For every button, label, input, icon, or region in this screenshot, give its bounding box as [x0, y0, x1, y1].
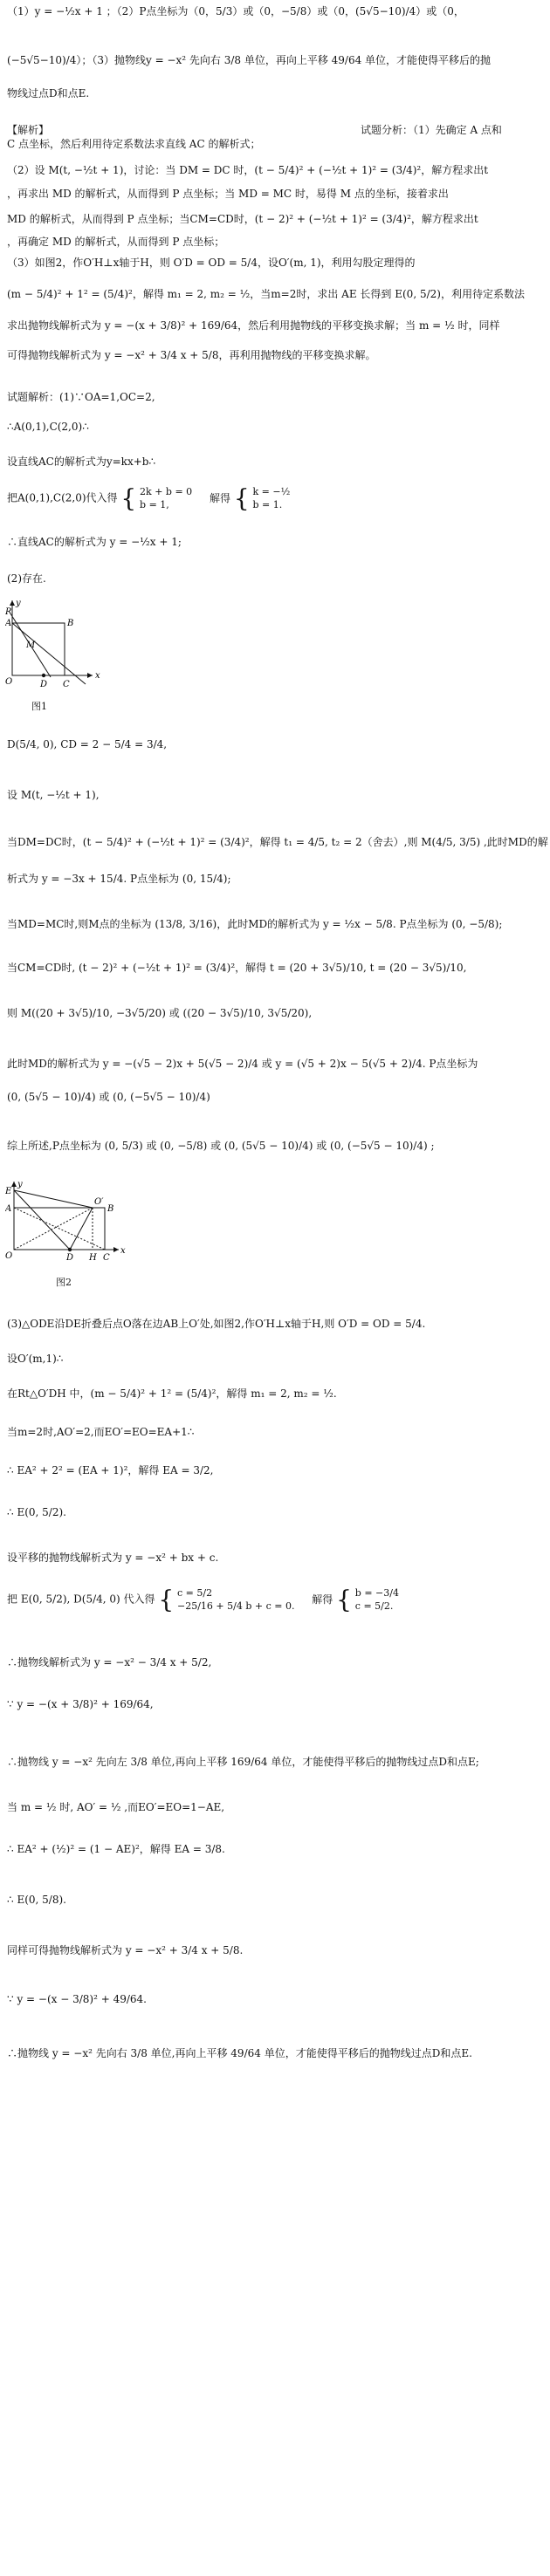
y-axis-arrow — [11, 1182, 17, 1187]
label-A: A — [5, 1204, 12, 1214]
solution-1b: b = 1. — [252, 499, 283, 510]
solve-label: 解得 — [210, 491, 231, 504]
label-O: O — [5, 677, 13, 687]
equation-2b: −25/16 + 5/4 b + c = 0. — [177, 1600, 295, 1612]
solution-2a: b = −3/4 — [354, 1587, 399, 1599]
solution-line-14: 此时MD的解析式为 y = −(√5 − 2)x + 5(√5 − 2)/4 或 y = (√5 + 2)x − 5(√5 + 2)/4. P点坐标为 — [7, 1058, 478, 1070]
rectangle-OABC — [12, 623, 65, 675]
solution-line-29: ∴ EA² + (½)² = (1 − AE)²，解得 EA = 3/8. — [7, 1843, 225, 1855]
label-M: M — [26, 641, 36, 650]
solution-line-7: D(5/4, 0), CD = 2 − 5/4 = 3/4, — [7, 738, 168, 750]
left-brace: { — [336, 1585, 352, 1614]
solution-line-3: 设直线AC的解析式为y=kx+b∴ — [7, 456, 156, 468]
x-axis-arrow — [113, 1247, 119, 1252]
solution-line-5: ∴直线AC的解析式为 y = −½x + 1; — [7, 536, 182, 548]
solution-line-26: ∵ y = −(x + 3/8)² + 169/64, — [7, 1698, 154, 1710]
solution-line-22: ∴ E(0, 5/2). — [7, 1506, 66, 1518]
line-ED — [14, 1190, 70, 1250]
equation-solution-1 — [253, 485, 291, 511]
label-O-prime: O′ — [94, 1197, 104, 1207]
analysis-line-4: MD 的解析式，从而得到 P 点坐标；当CM=CD时，(t − 2)² + (−½t + 1)² = (3/4)²，解方程求出t — [7, 213, 478, 225]
label-D: D — [40, 680, 48, 689]
left-brace: { — [233, 483, 250, 513]
solution-line-6: (2)存在. — [7, 572, 46, 585]
answer-line-3: 物线过点D和点E. — [7, 87, 90, 99]
solution-line-10: 析式为 y = −3x + 15/4. P点坐标为 (0, 15/4); — [7, 873, 231, 885]
left-brace: { — [158, 1585, 175, 1614]
analysis-line-7: (m − 5/4)² + 1² = (5/4)²，解得 m₁ = 2, m₂ = ½，当m=2时，求出 AE 长得到 E(0, 5/2)，利用待定系数法 — [7, 288, 525, 300]
y-axis-arrow — [10, 600, 15, 606]
label-P: P — [5, 607, 11, 617]
label-D: D — [66, 1253, 74, 1263]
solution-line-33: ∴抛物线 y = −x² 先向右 3/8 单位,再向上平移 49/64 单位，才能使得平移后的抛物线过点D和点E. — [7, 2047, 472, 2059]
equation-1b: b = 1, — [140, 499, 169, 510]
solution-line-28: 当 m = ½ 时, AO′ = ½ ,而EO′=EO=1−AE, — [7, 1801, 225, 1813]
label-A: A — [5, 619, 12, 628]
label-H: H — [89, 1253, 97, 1263]
line-EO-prime — [14, 1190, 93, 1208]
solution-line-1: 试题解析：(1)∵OA=1,OC=2, — [7, 391, 155, 403]
line-AC-dashed — [14, 1208, 105, 1250]
solution-line-11: 当MD=MC时,则M点的坐标为 (13/8, 3/16)，此时MD的解析式为 y = ½x − 5/8. P点坐标为 (0, −5/8); — [7, 918, 503, 930]
label-O: O — [5, 1251, 13, 1261]
solution-line-21: ∴ EA² + 2² = (EA + 1)²，解得 EA = 3/2, — [7, 1464, 214, 1476]
solution-line-4 — [7, 485, 543, 520]
substitution-text: 把A(0,1),C(2,0)代入得 — [7, 491, 118, 504]
equation-solution-2 — [355, 1586, 399, 1613]
label-x: x — [120, 1246, 126, 1256]
solution-line-24 — [7, 1586, 543, 1630]
solution-line-25: ∴抛物线解析式为 y = −x² − 3/4 x + 5/2, — [7, 1656, 212, 1668]
label-x: x — [95, 671, 100, 681]
solution-line-32: ∵ y = −(x − 3/8)² + 49/64. — [7, 1993, 147, 2005]
solution-line-13: 则 M((20 + 3√5)/10, −3√5/20) 或 ((20 − 3√5)/10, 3√5/20), — [7, 1007, 313, 1019]
figure-1-diagram — [5, 597, 110, 695]
solution-line-20: 当m=2时,AO′=2,而EO′=EO=EA+1∴ — [7, 1426, 195, 1438]
analysis-heading: 【解析】 — [7, 124, 50, 136]
equation-1a: 2k + b = 0 — [140, 486, 193, 497]
label-B: B — [107, 1204, 114, 1214]
solution-line-18: 设O′(m,1)∴ — [7, 1353, 64, 1365]
analysis-heading-row — [7, 124, 543, 137]
solve-label-2: 解得 — [312, 1593, 333, 1606]
solution-line-9: 当DM=DC时，(t − 5/4)² + (−½t + 1)² = (3/4)²，解得 t₁ = 4/5, t₂ = 2（舍去）,则 M(4/5, 3/5) ,此时MD的解 — [7, 836, 548, 848]
analysis-line-2: （2）设 M(t, −½t + 1)，讨论：当 DM = DC 时，(t − 5/4)² + (−½t + 1)² = (3/4)²，解方程求出t — [7, 164, 489, 176]
solution-2b: c = 5/2. — [354, 1600, 394, 1612]
solution-line-15: (0, (5√5 − 10)/4) 或 (0, (−5√5 − 10)/4) — [7, 1091, 210, 1103]
label-y: y — [17, 1180, 23, 1189]
line-O-prime-D — [70, 1208, 93, 1250]
solution-line-27: ∴抛物线 y = −x² 先向左 3/8 单位,再向上平移 169/64 单位，才能使得平移后的抛物线过点D和点E; — [7, 1756, 479, 1768]
point-D — [68, 1248, 72, 1251]
answer-line-1: （1）y = −½x + 1 ；（2）P点坐标为（0，5/3）或（0，−5/8）或（0，(5√5−10)/4）或（0， — [7, 5, 464, 17]
solution-line-19: 在Rt△O′DH 中，(m − 5/4)² + 1² = (5/4)²，解得 m₁ = 2, m₂ = ½. — [7, 1387, 337, 1400]
equation-system-1 — [140, 485, 192, 511]
solution-line-23: 设平移的抛物线解析式为 y = −x² + bx + c. — [7, 1552, 219, 1564]
analysis-line-8: 求出抛物线解析式为 y = −(x + 3/8)² + 169/64，然后利用抛物线的平移变换求解；当 m = ½ 时，同样 — [7, 319, 500, 332]
label-B: B — [67, 619, 74, 628]
analysis-line-1: C 点坐标，然后利用待定系数法求直线 AC 的解析式； — [7, 138, 261, 150]
analysis-line-3: ，再求出 MD 的解析式，从而得到 P 点坐标；当 MD = MC 时，易得 M 点的坐标，接着求出 — [7, 188, 449, 200]
x-axis-arrow — [87, 673, 93, 678]
label-C: C — [63, 680, 70, 689]
answer-line-2: (−5√5−10)/4）；（3）抛物线y = −x² 先向右 3/8 单位，再向上平移 49/64 单位，才能使得平移后的抛 — [7, 54, 492, 66]
figure-2-caption: 图2 — [56, 1277, 72, 1288]
analysis-line-6: （3）如图2，作O′H⊥x轴于H，则 O′D = OD = 5/4，设O′(m, 1)，利用勾股定理得的 — [7, 257, 416, 269]
solution-line-17: (3)△ODE沿DE折叠后点O落在边AB上O′处,如图2,作O′H⊥x轴于H,则 O′D = OD = 5/4. — [7, 1318, 426, 1330]
label-C: C — [103, 1253, 110, 1263]
solution-line-31: 同样可得抛物线解析式为 y = −x² + 3/4 x + 5/8. — [7, 1944, 244, 1956]
point-D — [42, 674, 45, 677]
solution-line-2: ∴A(0,1),C(2,0)∴ — [7, 421, 89, 433]
solution-line-12: 当CM=CD时, (t − 2)² + (−½t + 1)² = (3/4)²，解得 t = (20 + 3√5)/10, t = (20 − 3√5)/10, — [7, 962, 467, 974]
analysis-line-9: 可得抛物线解析式为 y = −x² + 3/4 x + 5/8，再利用抛物线的平移变换求解。 — [7, 349, 376, 361]
substitution-text-2: 把 E(0, 5/2), D(5/4, 0) 代入得 — [7, 1593, 155, 1606]
equation-system-2 — [177, 1586, 294, 1613]
solution-1a: k = −½ — [252, 486, 291, 497]
figure-2-diagram — [5, 1178, 127, 1272]
analysis-intro: 试题分析：（1）先确定 A 点和 — [361, 124, 502, 136]
label-E: E — [5, 1187, 12, 1196]
solution-line-16: 综上所述,P点坐标为 (0, 5/3) 或 (0, −5/8) 或 (0, (5√5 − 10)/4) 或 (0, (−5√5 − 10)/4) ; — [7, 1140, 435, 1152]
solution-line-8: 设 M(t, −½t + 1), — [7, 789, 100, 801]
figure-1-caption: 图1 — [31, 701, 47, 712]
label-y: y — [16, 599, 21, 608]
solution-line-30: ∴ E(0, 5/8). — [7, 1894, 66, 1906]
left-brace: { — [120, 483, 137, 513]
equation-2a: c = 5/2 — [177, 1587, 213, 1599]
analysis-line-5: ，再确定 MD 的解析式，从而得到 P 点坐标； — [7, 236, 225, 248]
